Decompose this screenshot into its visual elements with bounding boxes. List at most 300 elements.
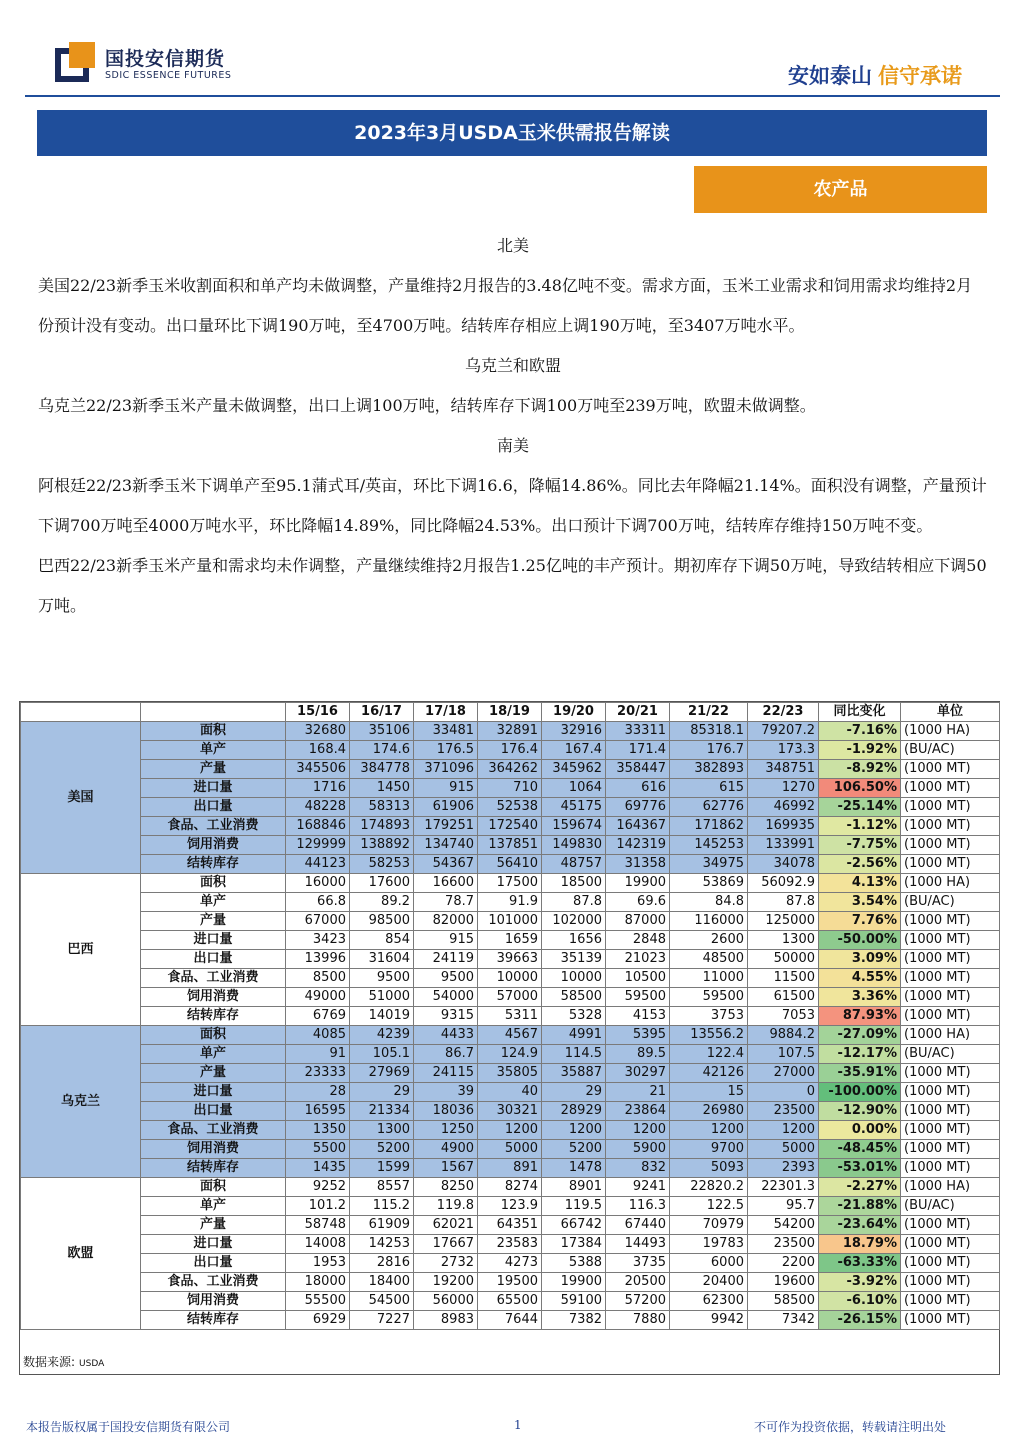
value-cell: 3753 [670,1007,748,1026]
table-row [21,1273,1000,1292]
table-row [21,741,1000,760]
supply-demand-table [20,702,1000,1330]
header-divider [25,95,1000,97]
value-cell: 5311 [478,1007,542,1026]
table-row [21,1121,1000,1140]
column-header: 17/18 [414,703,478,722]
value-cell: 5000 [478,1140,542,1159]
value-cell: 58748 [286,1216,350,1235]
value-cell: 116.3 [606,1197,670,1216]
table-row [21,1026,1000,1045]
value-cell: 5200 [350,1140,414,1159]
header-blank [141,703,286,722]
yoy-change-cell: -63.33% [819,1254,901,1273]
column-header: 同比变化 [819,703,901,722]
value-cell: 138892 [350,836,414,855]
unit-cell: (1000 MT) [901,779,1000,798]
value-cell: 52538 [478,798,542,817]
value-cell: 115.2 [350,1197,414,1216]
region-cell: 巴西 [21,874,141,1026]
column-header: 19/20 [542,703,606,722]
value-cell: 48757 [542,855,606,874]
value-cell: 22820.2 [670,1178,748,1197]
data-source-label: 数据来源: [23,1355,76,1369]
value-cell: 345506 [286,760,350,779]
column-header: 22/23 [748,703,819,722]
value-cell: 2600 [670,931,748,950]
value-cell: 5000 [748,1140,819,1159]
value-cell: 5200 [542,1140,606,1159]
value-cell: 123.9 [478,1197,542,1216]
value-cell: 7342 [748,1311,819,1330]
value-cell: 9500 [414,969,478,988]
unit-cell: (1000 HA) [901,874,1000,893]
table-row [21,779,1000,798]
value-cell: 1300 [350,1121,414,1140]
paragraph-ukraine-eu: 乌克兰22/23新季玉米产量未做调整，出口上调100万吨，结转库存下调100万吨至239万吨，欧盟未做调整。 [38,396,816,415]
value-cell: 125000 [748,912,819,931]
value-cell: 9500 [350,969,414,988]
value-cell: 62021 [414,1216,478,1235]
company-logo [55,42,315,86]
value-cell: 61906 [414,798,478,817]
unit-cell: (1000 MT) [901,1235,1000,1254]
region-cell: 欧盟 [21,1178,141,1330]
value-cell: 4433 [414,1026,478,1045]
value-cell: 9884.2 [748,1026,819,1045]
unit-cell: (1000 MT) [901,798,1000,817]
table-row [21,1216,1000,1235]
yoy-change-cell: -2.56% [819,855,901,874]
value-cell: 29 [350,1083,414,1102]
value-cell: 17667 [414,1235,478,1254]
value-cell: 95.7 [748,1197,819,1216]
value-cell: 24115 [414,1064,478,1083]
value-cell: 1599 [350,1159,414,1178]
supply-demand-table-frame [19,701,1000,1375]
value-cell: 133991 [748,836,819,855]
value-cell: 172540 [478,817,542,836]
value-cell: 1350 [286,1121,350,1140]
column-header: 16/17 [350,703,414,722]
value-cell: 142319 [606,836,670,855]
value-cell: 66.8 [286,893,350,912]
value-cell: 56410 [478,855,542,874]
value-cell: 49000 [286,988,350,1007]
value-cell: 8274 [478,1178,542,1197]
value-cell: 54200 [748,1216,819,1235]
yoy-change-cell: 7.76% [819,912,901,931]
value-cell: 1478 [542,1159,606,1178]
value-cell: 4900 [414,1140,478,1159]
unit-cell: (1000 MT) [901,1064,1000,1083]
value-cell: 19900 [606,874,670,893]
unit-cell: (1000 HA) [901,1178,1000,1197]
value-cell: 14008 [286,1235,350,1254]
value-cell: 35106 [350,722,414,741]
value-cell: 21 [606,1083,670,1102]
value-cell: 915 [414,931,478,950]
yoy-change-cell: 4.13% [819,874,901,893]
value-cell: 8983 [414,1311,478,1330]
yoy-change-cell: -53.01% [819,1159,901,1178]
value-cell: 87000 [606,912,670,931]
column-header: 18/19 [478,703,542,722]
logo-mark-icon [55,42,95,82]
value-cell: 5500 [286,1140,350,1159]
value-cell: 31358 [606,855,670,874]
value-cell: 62300 [670,1292,748,1311]
metric-cell: 产量 [141,1216,286,1235]
value-cell: 1567 [414,1159,478,1178]
value-cell: 17500 [478,874,542,893]
value-cell: 2732 [414,1254,478,1273]
value-cell: 4153 [606,1007,670,1026]
value-cell: 33311 [606,722,670,741]
table-row [21,1235,1000,1254]
metric-cell: 食品、工业消费 [141,969,286,988]
yoy-change-cell: -8.92% [819,760,901,779]
value-cell: 61500 [748,988,819,1007]
metric-cell: 饲用消费 [141,836,286,855]
value-cell: 61909 [350,1216,414,1235]
column-header: 21/22 [670,703,748,722]
yoy-change-cell: -1.92% [819,741,901,760]
value-cell: 9942 [670,1311,748,1330]
value-cell: 87.8 [748,893,819,912]
value-cell: 116000 [670,912,748,931]
value-cell: 67000 [286,912,350,931]
data-source [23,1353,104,1370]
value-cell: 30321 [478,1102,542,1121]
value-cell: 1953 [286,1254,350,1273]
value-cell: 137851 [478,836,542,855]
value-cell: 10500 [606,969,670,988]
value-cell: 1200 [748,1121,819,1140]
value-cell: 26980 [670,1102,748,1121]
metric-cell: 食品、工业消费 [141,1273,286,1292]
value-cell: 56092.9 [748,874,819,893]
value-cell: 5388 [542,1254,606,1273]
value-cell: 710 [478,779,542,798]
value-cell: 0 [748,1083,819,1102]
table-row [21,1140,1000,1159]
table-row [21,817,1000,836]
table-row [21,912,1000,931]
value-cell: 179251 [414,817,478,836]
table-row [21,1083,1000,1102]
yoy-change-cell: -1.12% [819,817,901,836]
value-cell: 171862 [670,817,748,836]
unit-cell: (1000 MT) [901,1083,1000,1102]
table-row [21,1178,1000,1197]
value-cell: 107.5 [748,1045,819,1064]
metric-cell: 面积 [141,874,286,893]
value-cell: 176.5 [414,741,478,760]
slogan-part-1: 安如泰山 [788,64,872,88]
value-cell: 79207.2 [748,722,819,741]
unit-cell: (1000 MT) [901,1102,1000,1121]
section-heading-ukraine-eu: 乌克兰和欧盟 [464,356,561,375]
unit-cell: (1000 MT) [901,1216,1000,1235]
value-cell: 1064 [542,779,606,798]
unit-cell: (1000 MT) [901,1121,1000,1140]
yoy-change-cell: -21.88% [819,1197,901,1216]
unit-cell: (1000 HA) [901,1026,1000,1045]
value-cell: 19500 [478,1273,542,1292]
value-cell: 13556.2 [670,1026,748,1045]
table-row [21,798,1000,817]
value-cell: 57000 [478,988,542,1007]
value-cell: 55500 [286,1292,350,1311]
metric-cell: 出口量 [141,1102,286,1121]
column-header: 单位 [901,703,1000,722]
value-cell: 10000 [478,969,542,988]
value-cell: 615 [670,779,748,798]
value-cell: 167.4 [542,741,606,760]
value-cell: 6000 [670,1254,748,1273]
value-cell: 16000 [286,874,350,893]
data-source-name: USDA [79,1359,105,1369]
value-cell: 4567 [478,1026,542,1045]
value-cell: 35887 [542,1064,606,1083]
value-cell: 32891 [478,722,542,741]
value-cell: 89.2 [350,893,414,912]
value-cell: 4991 [542,1026,606,1045]
value-cell: 64351 [478,1216,542,1235]
column-header: 15/16 [286,703,350,722]
value-cell: 149830 [542,836,606,855]
value-cell: 24119 [414,950,478,969]
metric-cell: 饲用消费 [141,1140,286,1159]
value-cell: 7227 [350,1311,414,1330]
value-cell: 7880 [606,1311,670,1330]
value-cell: 102000 [542,912,606,931]
yoy-change-cell: 106.50% [819,779,901,798]
value-cell: 10000 [542,969,606,988]
yoy-change-cell: -3.92% [819,1273,901,1292]
unit-cell: (1000 MT) [901,836,1000,855]
table-row [21,931,1000,950]
value-cell: 58500 [542,988,606,1007]
value-cell: 119.5 [542,1197,606,1216]
value-cell: 8250 [414,1178,478,1197]
value-cell: 51000 [350,988,414,1007]
unit-cell: (BU/AC) [901,1045,1000,1064]
metric-cell: 饲用消费 [141,988,286,1007]
value-cell: 50000 [748,950,819,969]
metric-cell: 结转库存 [141,855,286,874]
metric-cell: 结转库存 [141,1311,286,1330]
table-row [21,988,1000,1007]
unit-cell: (1000 MT) [901,760,1000,779]
value-cell: 19900 [542,1273,606,1292]
paragraph-north-america: 美国22/23新季玉米收割面积和单产均未做调整，产量维持2月报告的3.48亿吨不变。需求方面，玉米工业需求和饲用需求均维持2月份预计没有变动。出口量环比下调190万吨，至4700万吨。结转库存相应上调190万吨，至3407万吨水平。 [38,276,973,335]
value-cell: 48228 [286,798,350,817]
unit-cell: (1000 HA) [901,722,1000,741]
value-cell: 62776 [670,798,748,817]
value-cell: 854 [350,931,414,950]
yoy-change-cell: -23.64% [819,1216,901,1235]
value-cell: 384778 [350,760,414,779]
value-cell: 34975 [670,855,748,874]
value-cell: 119.8 [414,1197,478,1216]
value-cell: 27000 [748,1064,819,1083]
value-cell: 169935 [748,817,819,836]
value-cell: 32680 [286,722,350,741]
metric-cell: 单产 [141,893,286,912]
value-cell: 2848 [606,931,670,950]
yoy-change-cell: -27.09% [819,1026,901,1045]
value-cell: 174.6 [350,741,414,760]
value-cell: 21023 [606,950,670,969]
value-cell: 4239 [350,1026,414,1045]
value-cell: 9241 [606,1178,670,1197]
metric-cell: 面积 [141,1026,286,1045]
value-cell: 1250 [414,1121,478,1140]
value-cell: 168.4 [286,741,350,760]
unit-cell: (1000 MT) [901,1273,1000,1292]
value-cell: 78.7 [414,893,478,912]
value-cell: 23500 [748,1235,819,1254]
metric-cell: 单产 [141,1045,286,1064]
value-cell: 33481 [414,722,478,741]
value-cell: 1450 [350,779,414,798]
metric-cell: 结转库存 [141,1159,286,1178]
value-cell: 8557 [350,1178,414,1197]
value-cell: 101.2 [286,1197,350,1216]
value-cell: 70979 [670,1216,748,1235]
footer-page-number: 1 [514,1418,522,1432]
value-cell: 1200 [606,1121,670,1140]
value-cell: 57200 [606,1292,670,1311]
value-cell: 832 [606,1159,670,1178]
value-cell: 23864 [606,1102,670,1121]
value-cell: 34078 [748,855,819,874]
value-cell: 122.4 [670,1045,748,1064]
metric-cell: 产量 [141,912,286,931]
value-cell: 1200 [542,1121,606,1140]
value-cell: 2816 [350,1254,414,1273]
value-cell: 35139 [542,950,606,969]
value-cell: 18000 [286,1273,350,1292]
value-cell: 891 [478,1159,542,1178]
metric-cell: 单产 [141,1197,286,1216]
logo-en-text: SDIC ESSENCE FUTURES [105,70,232,81]
value-cell: 86.7 [414,1045,478,1064]
value-cell: 915 [414,779,478,798]
metric-cell: 单产 [141,741,286,760]
value-cell: 39663 [478,950,542,969]
table-row [21,722,1000,741]
unit-cell: (1000 MT) [901,969,1000,988]
value-cell: 124.9 [478,1045,542,1064]
value-cell: 9315 [414,1007,478,1026]
yoy-change-cell: -12.90% [819,1102,901,1121]
table-row [21,1007,1000,1026]
metric-cell: 出口量 [141,1254,286,1273]
value-cell: 345962 [542,760,606,779]
table-row [21,1197,1000,1216]
value-cell: 11500 [748,969,819,988]
value-cell: 7382 [542,1311,606,1330]
value-cell: 46992 [748,798,819,817]
yoy-change-cell: 87.93% [819,1007,901,1026]
value-cell: 89.5 [606,1045,670,1064]
value-cell: 17600 [350,874,414,893]
value-cell: 39 [414,1083,478,1102]
yoy-change-cell: -26.15% [819,1311,901,1330]
yoy-change-cell: -100.00% [819,1083,901,1102]
value-cell: 364262 [478,760,542,779]
value-cell: 1300 [748,931,819,950]
metric-cell: 食品、工业消费 [141,1121,286,1140]
value-cell: 11000 [670,969,748,988]
logo-cn-text: 国投安信期货 [105,48,226,70]
value-cell: 2200 [748,1254,819,1273]
value-cell: 15 [670,1083,748,1102]
value-cell: 45175 [542,798,606,817]
value-cell: 8500 [286,969,350,988]
value-cell: 28929 [542,1102,606,1121]
value-cell: 5093 [670,1159,748,1178]
footer-disclaimer: 不可作为投资依据，转载请注明出处 [754,1420,947,1434]
metric-cell: 进口量 [141,779,286,798]
value-cell: 1656 [542,931,606,950]
value-cell: 23583 [478,1235,542,1254]
value-cell: 29 [542,1083,606,1102]
value-cell: 4085 [286,1026,350,1045]
unit-cell: (1000 MT) [901,1159,1000,1178]
unit-cell: (1000 MT) [901,1140,1000,1159]
value-cell: 59100 [542,1292,606,1311]
paragraph-brazil: 巴西22/23新季玉米产量和需求均未作调整，产量继续维持2月报告1.25亿吨的丰产预计。期初库存下调50万吨，导致结转相应下调50万吨。 [38,556,987,615]
unit-cell: (1000 MT) [901,912,1000,931]
table-row [21,874,1000,893]
yoy-change-cell: -25.14% [819,798,901,817]
yoy-change-cell: 3.36% [819,988,901,1007]
value-cell: 58253 [350,855,414,874]
table-row [21,893,1000,912]
value-cell: 87.8 [542,893,606,912]
value-cell: 1435 [286,1159,350,1178]
region-cell: 乌克兰 [21,1026,141,1178]
table-row [21,1311,1000,1330]
value-cell: 19783 [670,1235,748,1254]
unit-cell: (1000 MT) [901,931,1000,950]
metric-cell: 结转库存 [141,1007,286,1026]
value-cell: 6929 [286,1311,350,1330]
table-header-row [21,703,1000,722]
value-cell: 54367 [414,855,478,874]
value-cell: 58313 [350,798,414,817]
table-row [21,950,1000,969]
unit-cell: (1000 MT) [901,817,1000,836]
value-cell: 42126 [670,1064,748,1083]
value-cell: 168846 [286,817,350,836]
value-cell: 16600 [414,874,478,893]
value-cell: 14253 [350,1235,414,1254]
unit-cell: (BU/AC) [901,893,1000,912]
unit-cell: (1000 MT) [901,1254,1000,1273]
value-cell: 32916 [542,722,606,741]
yoy-change-cell: 3.09% [819,950,901,969]
value-cell: 164367 [606,817,670,836]
table-row [21,1064,1000,1083]
metric-cell: 食品、工业消费 [141,817,286,836]
value-cell: 5328 [542,1007,606,1026]
value-cell: 40 [478,1083,542,1102]
